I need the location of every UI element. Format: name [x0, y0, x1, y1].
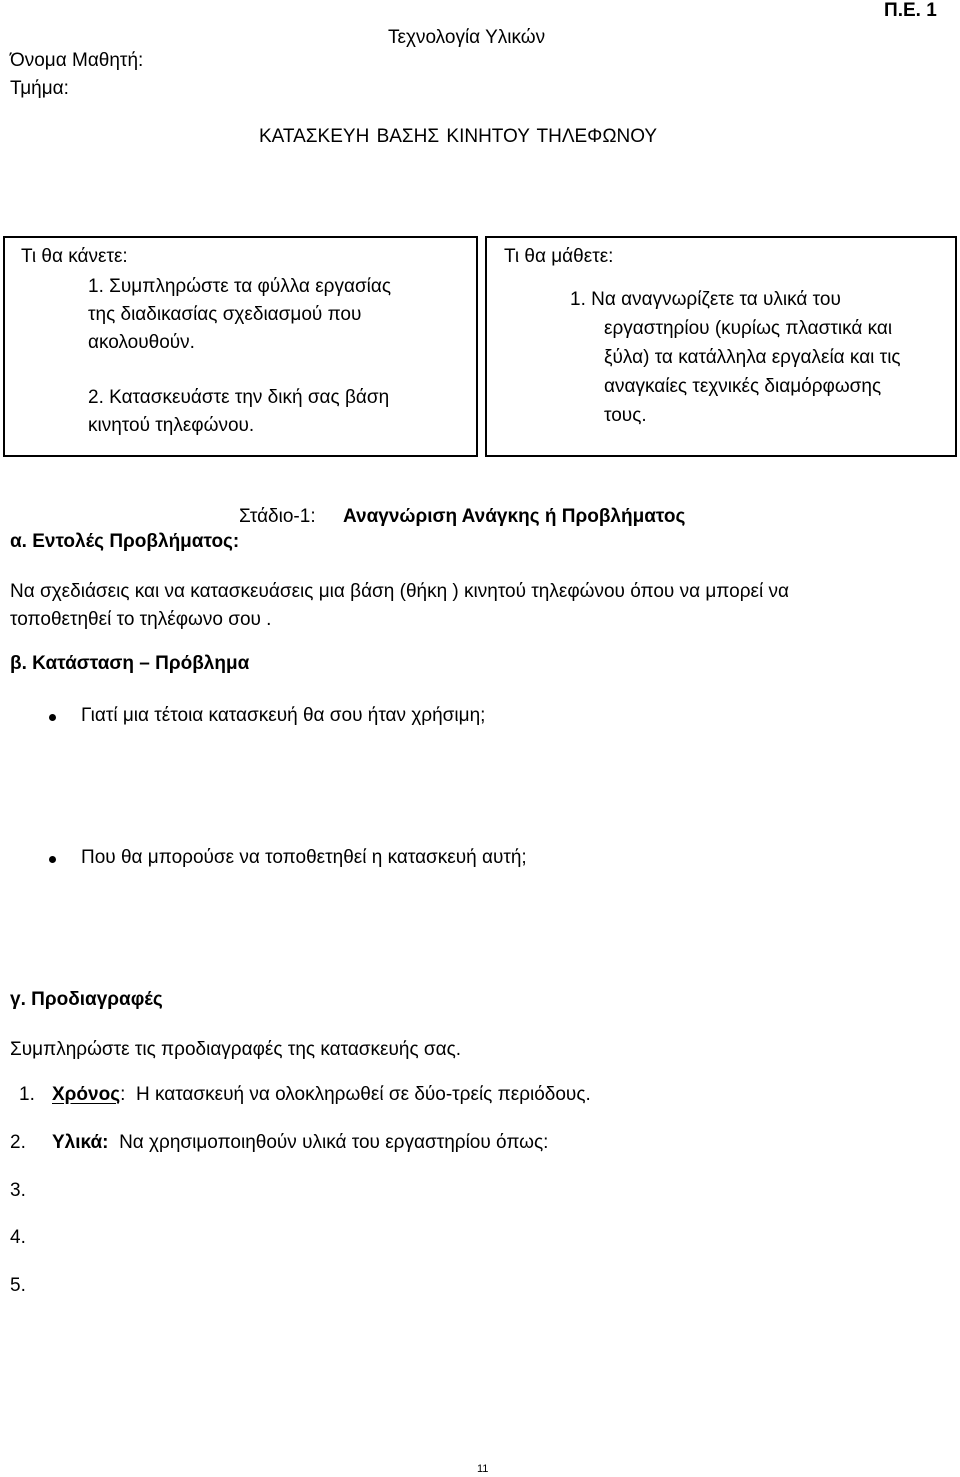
class-label: Τμήμα: — [10, 78, 69, 99]
learn-box — [485, 236, 957, 457]
spec-number: 2. — [10, 1132, 26, 1153]
todo-item-1-line: ακολουθούν. — [88, 332, 195, 353]
section-b-question-1: Γιατί μια τέτοια κατασκευή θα σου ήταν χρήσιμη; — [81, 705, 486, 726]
section-b-question-2: Που θα μπορούσε να τοποθετηθεί η κατασκευή αυτή; — [81, 847, 527, 868]
spec-item-2-content — [52, 1132, 548, 1154]
todo-item-2-line: κινητού τηλεφώνου. — [88, 415, 255, 436]
spec-text: Η κατασκευή να ολοκληρωθεί σε δύο-τρείς περιόδους. — [135, 1084, 591, 1105]
spec-item-1 — [19, 1084, 35, 1106]
section-b-heading: β. Κατάσταση – Πρόβλημα — [10, 653, 250, 674]
section-a-text — [10, 578, 789, 634]
section-a-text-line: Να σχεδιάσεις και να κατασκευάσεις μια βάση (θήκη ) κινητού τηλεφώνου όπου να μπορεί να — [10, 581, 789, 602]
section-c-heading: γ. Προδιαγραφές — [10, 989, 163, 1010]
learn-item-1-line: αναγκαίες τεχνικές διαμόρφωσης — [604, 376, 882, 397]
section-c-intro: Συμπληρώστε τις προδιαγραφές της κατασκευής σας. — [10, 1039, 462, 1060]
todo-title: Τι θα κάνετε: — [21, 246, 128, 267]
page-number: 11 — [477, 1463, 489, 1475]
spec-number: 1. — [19, 1084, 35, 1105]
learn-item-1-line: ξύλα) τα κατάλληλα εργαλεία και τις — [604, 347, 901, 368]
spec-label: Χρόνος — [52, 1084, 121, 1105]
spec-label: Υλικά: — [52, 1132, 109, 1153]
spec-item-3: 3. — [10, 1180, 26, 1201]
learn-item-1-line: 1. Να αναγνωρίζετε τα υλικά του — [570, 289, 841, 310]
learn-item-1-line: εργαστηρίου (κυρίως πλαστικά και — [604, 318, 893, 339]
bullet-icon — [49, 714, 56, 721]
todo-item-1 — [88, 273, 391, 357]
learn-item-1 — [570, 285, 901, 430]
learn-title: Τι θα μάθετε: — [504, 246, 614, 267]
spec-colon: : — [120, 1084, 126, 1105]
spec-item-4: 4. — [10, 1227, 26, 1248]
project-title: ΚΑΤΑΣΚΕΥΗ ΒΑΣΗΣ ΚΙΝΗΤΟΥ ΤΗΛΕΦΩΝΟΥ — [259, 126, 658, 147]
todo-item-1-line: 1. Συμπληρώστε τα φύλλα εργασίας — [88, 276, 392, 297]
stage-label: Στάδιο-1: — [239, 506, 316, 527]
spec-text: Να χρησιμοποιηθούν υλικά του εργαστηρίου όπως: — [119, 1132, 549, 1153]
worksheet-code: Π.Ε. 1 — [884, 0, 937, 21]
todo-item-2-line: 2. Κατασκευάστε την δική σας βάση — [88, 387, 390, 408]
todo-item-2 — [88, 384, 389, 440]
todo-item-1-line: της διαδικασίας σχεδιασμού που — [88, 304, 362, 325]
bullet-icon — [49, 856, 56, 863]
spec-item-2 — [10, 1132, 26, 1154]
student-name-label: Όνομα Μαθητή: — [10, 50, 144, 71]
section-a-text-line: τοποθετηθεί το τηλέφωνο σου . — [10, 609, 272, 630]
subject-title: Τεχνολογία Υλικών — [388, 27, 546, 48]
todo-box — [3, 236, 478, 457]
section-a-heading: α. Εντολές Προβλήματος: — [10, 531, 240, 552]
spec-item-1-content — [52, 1084, 591, 1106]
spec-item-5: 5. — [10, 1275, 26, 1296]
learn-item-1-line: τους. — [604, 405, 647, 426]
stage-title: Αναγνώριση Ανάγκης ή Προβλήματος — [343, 506, 686, 527]
